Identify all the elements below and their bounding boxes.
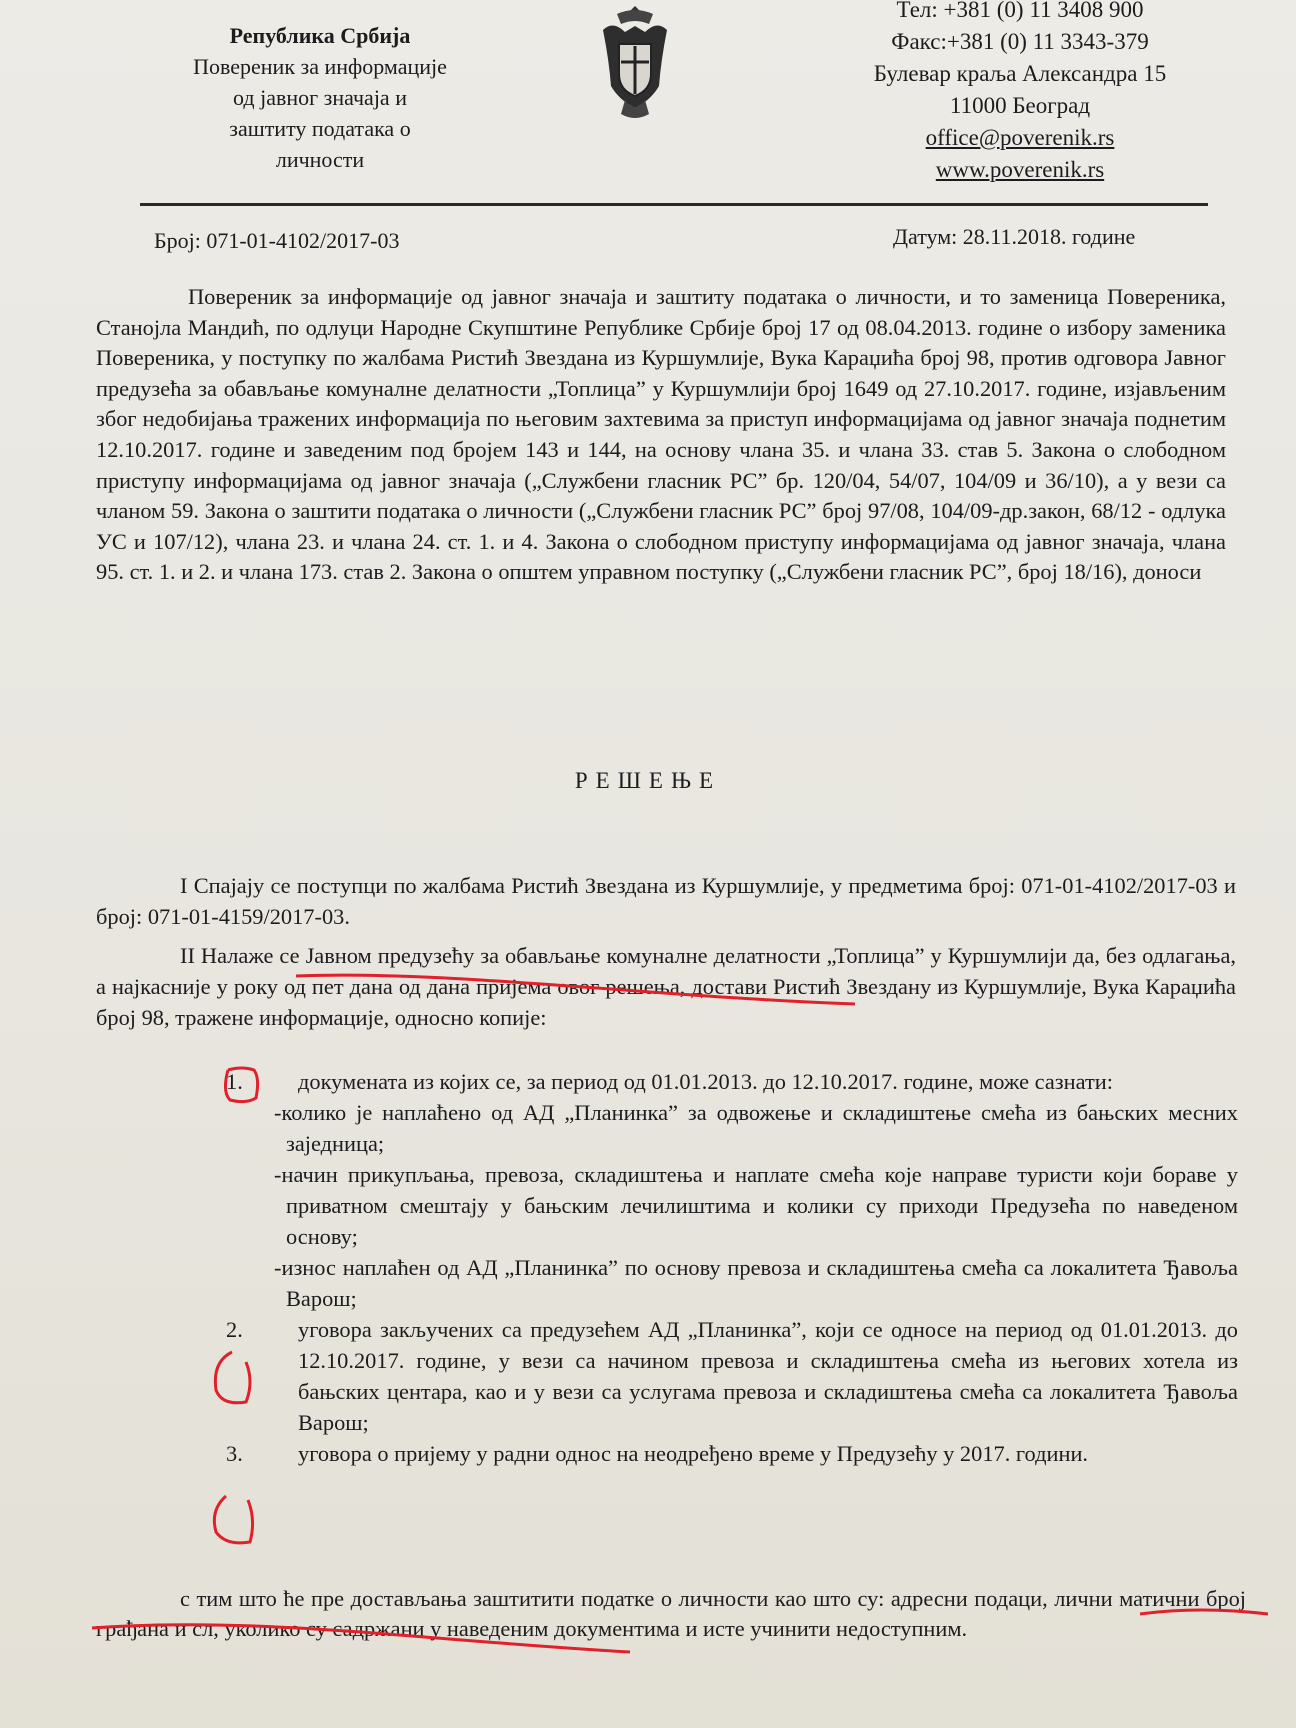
list-item xyxy=(226,1438,1238,1469)
issuer-name-line: личности xyxy=(275,147,365,172)
website-link[interactable]: www.poverenik.rs xyxy=(935,157,1105,182)
document-number: Број: 071-01-4102/2017-03 xyxy=(154,228,400,253)
decision-paragraph-2: II Налаже се Јавном предузећу за обављање комуналне делатности „Топлица” у Куршумлији да, без одлагања, а најкасније у року од пет дана од дана пријема овог решења, достави Ристић Звездану из Куршумлије, Вука Караџића број 98, тражене информације, односно копије: xyxy=(96,943,1236,1030)
city: 11000 Београд xyxy=(949,93,1091,118)
phone-number: Тел: +381 (0) 11 3408 900 xyxy=(896,0,1144,22)
sub-list-item: -колико је наплаћено од АД „Планинка” за одвожење и складиштење смећа из бањских месних заједница; xyxy=(274,1100,1238,1156)
issuer-block xyxy=(140,20,500,175)
issuer-name-line: заштиту података о xyxy=(229,116,411,141)
sub-list xyxy=(262,1097,1238,1314)
document-date: Датум: 28.11.2018. године xyxy=(893,224,1136,249)
decision-title: РЕШЕЊЕ xyxy=(574,768,722,793)
item-number: 3. xyxy=(226,1441,243,1466)
item-text: уговора закључених са предузећем АД „Планинка”, који се односе на период од 01.01.2013. до 12.10.2017. године, у вези са начином превоза и складиштења смећа из његових хотела из бањских центара, као и у вези са услугама превоза и складиштења смећа са локалитета Ђавоља Варош; xyxy=(298,1317,1238,1435)
contact-block xyxy=(780,0,1260,186)
item-number: 1. xyxy=(226,1069,243,1094)
requested-items-list xyxy=(226,1066,1238,1469)
sub-list-item: -износ наплаћен од АД „Планинка” по основу превоза и складиштења смећа са локалитета Ђавоља Варош; xyxy=(274,1255,1238,1311)
issuer-name-line: од јавног значаја и xyxy=(233,85,407,110)
issuer-name-line: Повереник за информације xyxy=(193,54,447,79)
item-text: уговора о пријему у радни однос на неодређено време у Предузећу у 2017. години. xyxy=(298,1441,1089,1466)
closing-paragraph: с тим што ће пре достављања заштитити податке о личности као што су: адресни подаци, лични матични број грађана и сл, уколико су садржани у наведеним документима и исте учинити недоступним. xyxy=(96,1586,1246,1641)
item-text: докумената из којих се, за период од 01.01.2013. до 12.10.2017. године, може сазнати: xyxy=(298,1069,1113,1094)
circle-annotation xyxy=(215,1352,250,1403)
list-item xyxy=(226,1066,1238,1097)
item-number: 2. xyxy=(226,1317,243,1342)
coat-of-arms-icon xyxy=(595,0,675,124)
email-link[interactable]: office@poverenik.rs xyxy=(925,125,1115,150)
decision-paragraph-1: I Спајају се поступци по жалбама Ристић Звездана из Куршумлије, у предметима број: 071-01-4102/2017-03 и број: 071-01-4159/2017-03. xyxy=(96,873,1236,929)
circle-annotation xyxy=(214,1496,252,1543)
issuer-country: Република Србија xyxy=(229,23,411,48)
list-item xyxy=(226,1314,1238,1438)
header-divider xyxy=(140,203,1208,206)
preamble-paragraph: Повереник за информације од јавног значаја и заштиту података о личности, и то заменица Повереника, Станојла Мандић, по одлуци Народне Скупштине Републике Србије број 17 од 08.04.2013. године о избору заменика Повереника, у поступку по жалбама Ристић Звездана из Куршумлије, Вука Караџића број 98, против одговора Јавног предузећа за обављање комуналне делатности „Топлица” у Куршумлији број 1649 од 27.10.2017. године, изјављеним због недобијања тражених информација по његовим захтевима за приступ информацијама од јавног значаја поднетим 12.10.2017. године и заведеним под бројем 143 и 144, на основу члана 35. и члана 33. став 5. Закона о слободном приступу информацијама од јавног значаја („Службени гласник РС” бр. 120/04, 54/07, 104/09 и 36/10), а у вези са чланом 59. Закона о заштити података о личности („Службени гласник РС” број 97/08, 104/09-др.закон, 68/12 - одлука УС и 107/12), члана 23. и члана 24. ст. 1. и 4. Закона о слободном приступу информацијама од јавног значаја, члана 95. ст. 1. и 2. и члана 173. став 2. Закона о општем управном поступку („Службени гласник РС”, број 18/16), доноси xyxy=(96,284,1226,585)
street-address: Булевар краља Александра 15 xyxy=(873,61,1167,86)
sub-list-item: -начин прикупљања, превоза, складиштења и наплате смећа које направе туристи који бораве у приватном смештају у бањским лечилиштима и колики су приходи Предузећа по наведеном основу; xyxy=(274,1162,1238,1249)
fax-number: Факс:+381 (0) 11 3343-379 xyxy=(891,29,1149,54)
